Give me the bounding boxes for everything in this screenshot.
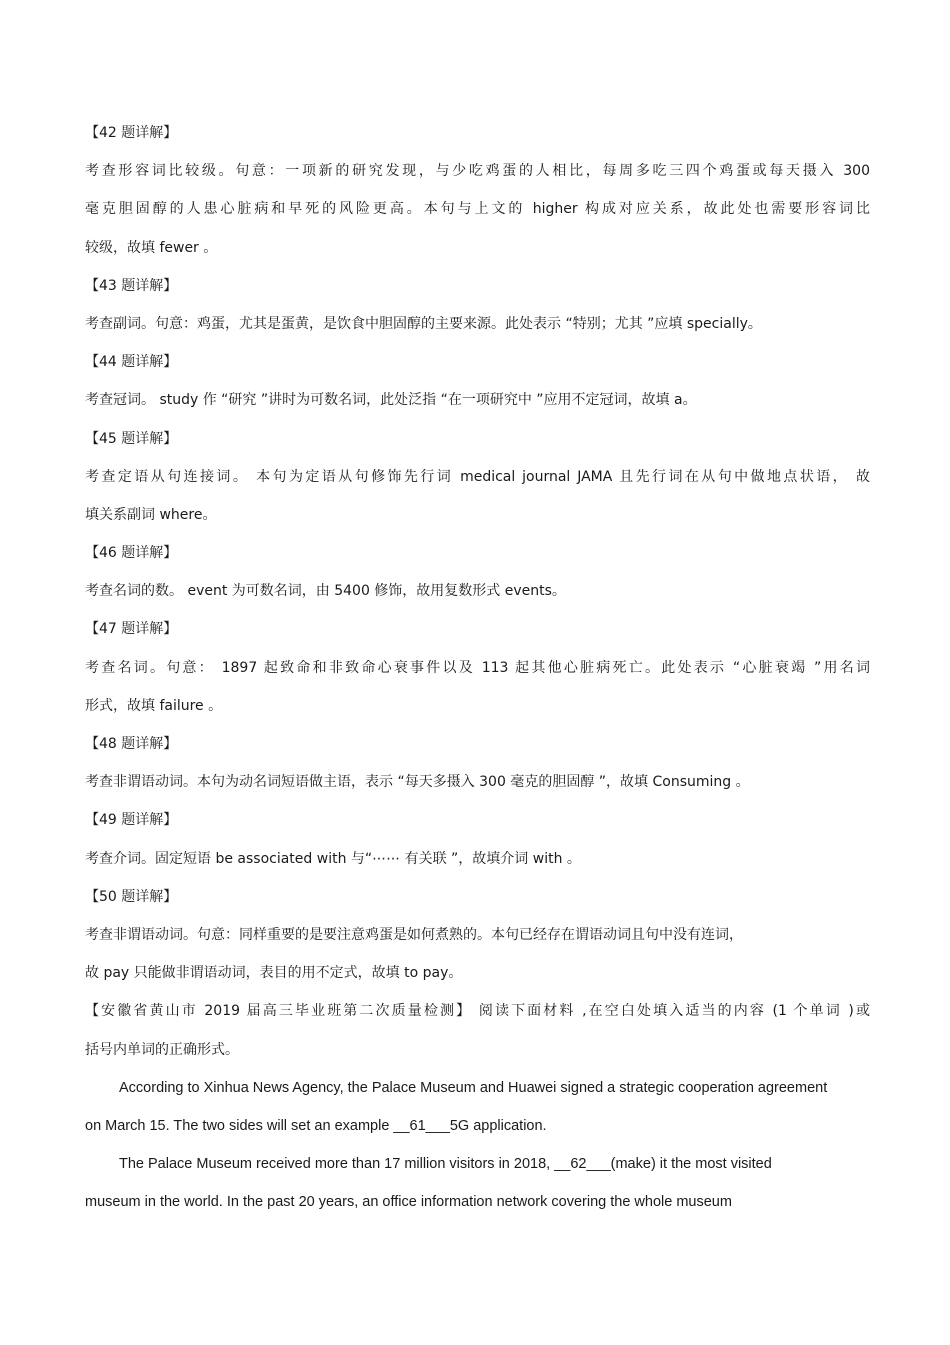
answer-text-line: 考查副词。句意：鸡蛋，尤其是蛋黄，是饮食中胆固醇的主要来源。此处表示 “特别；尤其 ”应填 specially。 — [85, 315, 762, 332]
answer-heading: 【44 题详解】 — [85, 354, 178, 371]
answer-text-line: 考查非谓语动词。本句为动名词短语做主语，表示 “每天多摄入 300 毫克的胆固醇 ”，故填 Consuming 。 — [85, 774, 750, 791]
answer-42 — [85, 122, 870, 275]
answer-heading: 【43 题详解】 — [85, 277, 178, 294]
answer-45 — [85, 428, 870, 543]
answer-text-line: 考查非谓语动词。句意：同样重要的是要注意鸡蛋是如何煮熟的。本句已经存在谓语动词且句中没有连词， — [85, 926, 743, 943]
answer-text-line: 填关系副词 where。 — [85, 506, 217, 523]
answer-44 — [85, 351, 870, 427]
passage-line: The Palace Museum received more than 17 million visitors in 2018, __62___(make) it the most visited — [119, 1156, 772, 1173]
answer-48 — [85, 733, 870, 809]
answer-text-line: 考查定语从句连接词。 本句为定语从句修饰先行词 medical journal JAMA 且先行词在从句中做地点状语， 故 — [85, 468, 870, 485]
answer-text-line: 考查名词。句意： 1897 起致命和非致命心衰事件以及 113 起其他心脏病死亡。此处表示 “心脏衰竭 ”用名词 — [85, 659, 870, 676]
answer-46 — [85, 542, 870, 618]
document-page — [85, 122, 870, 1229]
answer-text-line: 形式，故填 failure 。 — [85, 697, 223, 714]
answer-49 — [85, 809, 870, 885]
answer-text-line: 毫克胆固醇的人患心脏病和早死的风险更高。本句与上文的 higher 构成对应关系，故此处也需要形容词比 — [85, 201, 870, 218]
answer-heading: 【46 题详解】 — [85, 545, 178, 562]
answer-text-line: 考查名词的数。 event 为可数名词，由 5400 修饰，故用复数形式 events。 — [85, 583, 566, 600]
answer-heading: 【50 题详解】 — [85, 888, 178, 905]
passage-line: on March 15. The two sides will set an example __61___5G application. — [85, 1117, 547, 1134]
passage-line: According to Xinhua News Agency, the Palace Museum and Huawei signed a strategic cooperation agreement — [119, 1079, 828, 1096]
answer-text-line: 较级，故填 fewer 。 — [85, 239, 218, 256]
answer-text-line: 故 pay 只能做非谓语动词，表目的用不定式，故填 to pay。 — [85, 965, 463, 982]
answer-43 — [85, 275, 870, 351]
answer-heading: 【42 题详解】 — [85, 125, 178, 141]
section-instruction-line: 括号内单词的正确形式。 — [85, 1041, 239, 1058]
answer-text-line: 考查形容词比较级。句意：一项新的研究发现，与少吃鸡蛋的人相比，每周多吃三四个鸡蛋或每天摄入 300 — [85, 163, 870, 180]
answer-text-line: 考查冠词。 study 作 “研究 ”讲时为可数名词，此处泛指 “在一项研究中 ”应用不定冠词，故填 a。 — [85, 392, 697, 409]
section-instruction-line: 【安徽省黄山市 2019 届高三毕业班第二次质量检测】 阅读下面材料 ,在空白处填入适当的内容 (1 个单词 )或 — [85, 1003, 870, 1020]
answer-heading: 【48 题详解】 — [85, 736, 178, 752]
passage-line: museum in the world. In the past 20 years, an office information network covering the whole museum — [85, 1194, 732, 1211]
reading-passage — [85, 1077, 870, 1230]
answer-heading: 【49 题详解】 — [85, 812, 178, 829]
answer-heading: 【47 题详解】 — [85, 621, 178, 638]
answer-text-line: 考查介词。固定短语 be associated with 与“⋯⋯ 有关联 ”，故填介词 with 。 — [85, 850, 581, 867]
answer-50 — [85, 886, 870, 1001]
section-header — [85, 1000, 870, 1076]
answer-heading: 【45 题详解】 — [85, 430, 178, 447]
answer-47 — [85, 618, 870, 733]
